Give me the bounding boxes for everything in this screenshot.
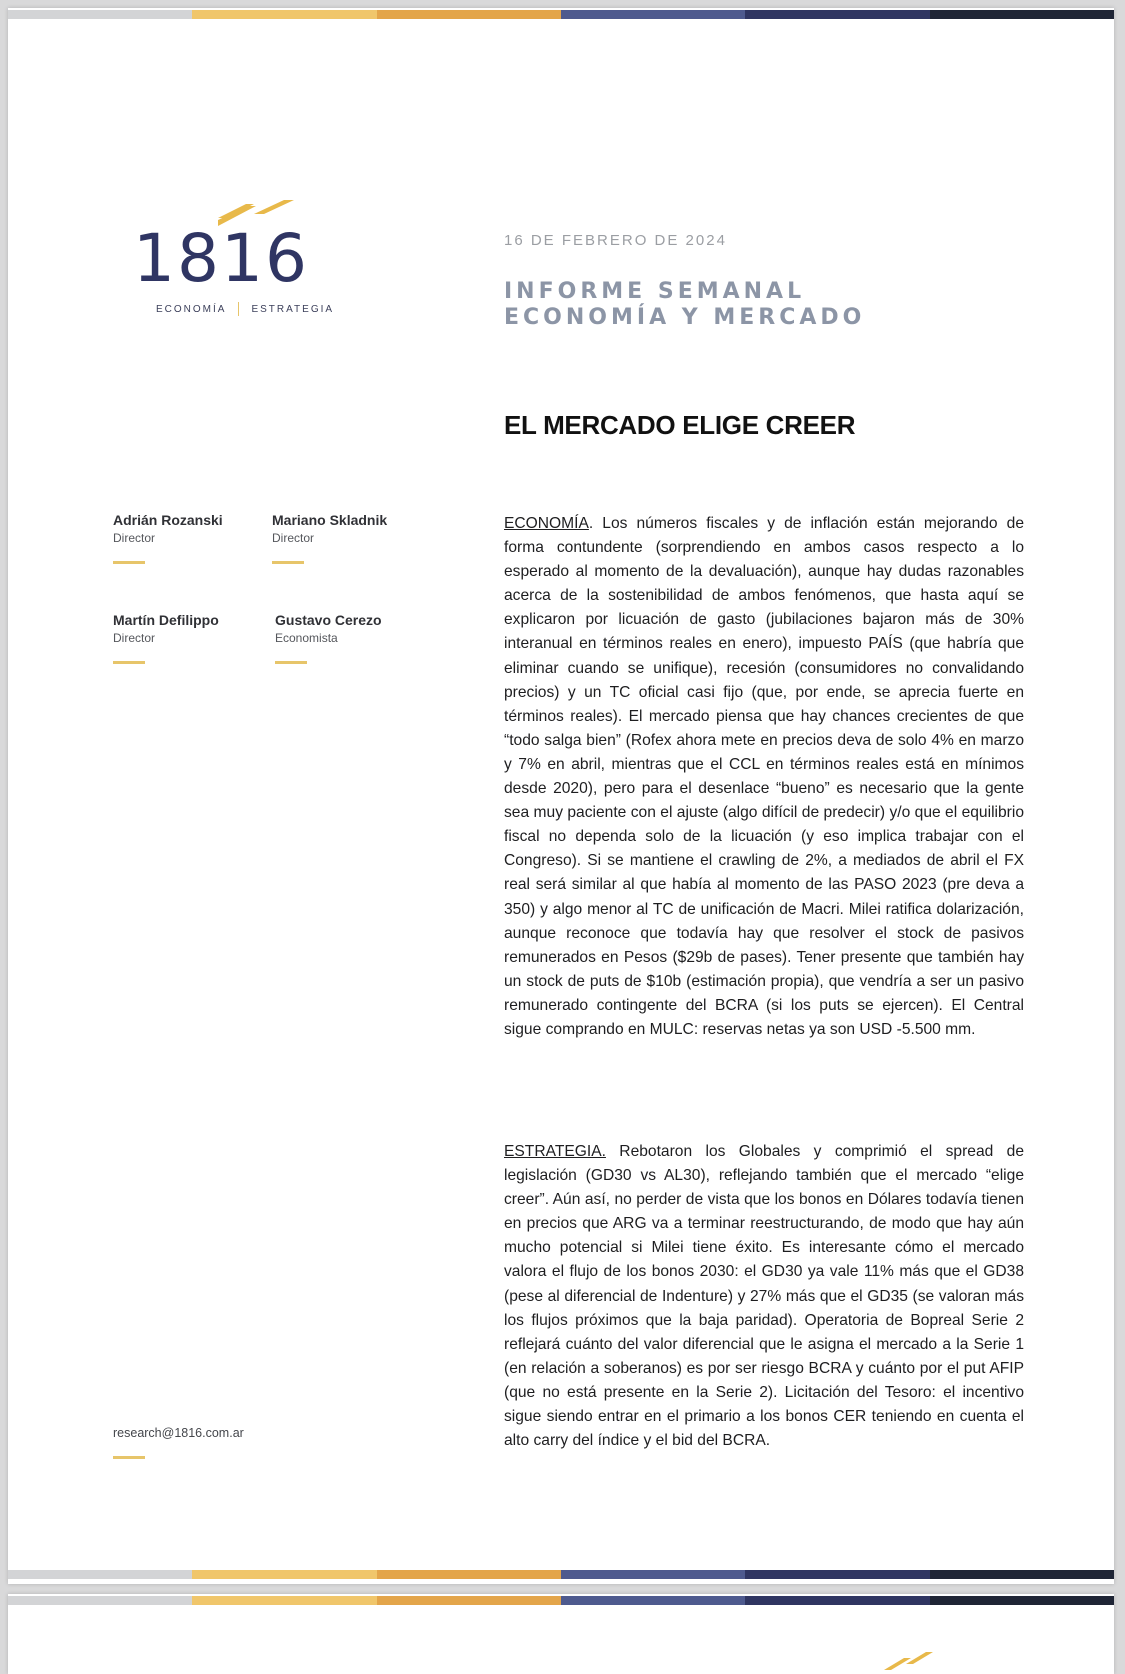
section-estrategia — [504, 1140, 1024, 1453]
section-text-estrategia: Rebotaron los Globales y comprimió el spread de legislación (GD30 vs AL30), reflejando también que el mercado “elige creer”. Aún así, no perder de vista que los bonos en Dólares todavía tienen en precios que ARG va a terminar reestructurando, de modo que hay aún mucho potencial si Milei tiene éxito. Es interesante cómo el mercado valora el flujo de los bonos 2030: el GD30 ya vale 11% más que el GD38 (pese al diferencial de Indenture) y 27% más que el GD35 (se valoran más los flujos próximos que la baja paridad). Operatoria de Bopreal Serie 2 reflejará cuánto del valor diferencial que le asigna el mercado a la Serie 1 (en relación a soberanos) es por ser riesgo BCRA y cuánto por el put AFIP (que no está presente en la Serie 2). Licitación del Tesoro: el incentivo sigue siendo entrar en el primario a los bonos CER teniendo en cuenta el alto carry del índice y el bid del BCRA. — [504, 1143, 1024, 1450]
report-title — [504, 279, 865, 331]
contact-block — [113, 1426, 244, 1459]
report-title-line-1: INFORME SEMANAL — [504, 279, 806, 304]
logo-tagline — [156, 302, 334, 316]
document-page-2 — [8, 1594, 1114, 1674]
gold-dash-divider — [113, 1456, 145, 1459]
report-date: 16 DE FEBRERO DE 2024 — [504, 232, 727, 249]
company-logo — [133, 196, 353, 336]
member-name: Gustavo Cerezo — [275, 612, 382, 628]
logo-slash-marks-icon — [884, 1650, 944, 1674]
contact-email-link[interactable]: research@1816.com.ar — [113, 1426, 244, 1440]
gold-dash-divider — [113, 661, 145, 664]
logo-wordmark: 1816 — [133, 220, 309, 297]
team-member — [113, 512, 273, 564]
top-color-stripe — [8, 10, 1114, 19]
logo-tagline-estrategia: ESTRATEGIA — [251, 303, 335, 315]
headline: EL MERCADO ELIGE CREER — [504, 410, 856, 440]
section-economia — [504, 512, 1024, 1042]
top-color-stripe — [8, 1596, 1114, 1605]
report-title-line-2: ECONOMÍA Y MERCADO — [504, 305, 866, 330]
gold-dash-divider — [275, 661, 307, 664]
team-member — [275, 612, 435, 664]
section-label-estrategia: ESTRATEGIA. — [504, 1143, 606, 1160]
member-role: Director — [272, 531, 315, 545]
gold-dash-divider — [272, 561, 304, 564]
member-role: Economista — [275, 631, 338, 645]
document-page-1 — [8, 8, 1114, 1584]
logo-tagline-economia: ECONOMÍA — [156, 303, 227, 315]
team-member — [272, 512, 432, 564]
member-name: Martín Defilippo — [113, 612, 219, 628]
section-text-economia: . Los números fiscales y de inflación están mejorando de forma contundente (sorprendiendo en ambos casos respecto a lo esperado al momento de la devaluación), aunque hay dudas razonables acerca de la sostenibilidad de ambos fenómenos, que hasta aquí se explicaron por licuación de gasto (jubilaciones bajaron más de 30% interanual en términos reales en enero), impuesto PAÍS (que habría que eliminar cuando se unifique), recesión (consumidores no convalidando precios) y un TC oficial casi fijo (que, por ende, se aprecia fuerte en términos reales). El mercado piensa que hay chances crecientes de que “todo salga bien” (Rofex ahora mete en precios deva de solo 4% en marzo y 7% en abril, mientras que el CCL en términos reales está en mínimos desde 2020), pero para el desenlace “bueno” es necesario que la gente sea muy paciente con el ajuste (algo difícil de predecir) y/o que el equilibrio fiscal no dependa solo de la licuación (y eso implica trabajar con el Congreso). Si se mantiene el crawling de 2%, a mediados de abril el FX real será similar al que había al momento de las PASO 2023 (pre deva a 350) y algo menor al TC de unificación de Macri. Milei ratifica dolarización, aunque reconoce que todavía hay que resolver el stock de pasivos remunerados en Pesos ($29b de pases). Tener presente que también hay un stock de puts de $10b (estimación propia), que vendría a ser un pasivo remunerado contingente del BCRA (si los puts se ejercen). El Central sigue comprando en MULC: reservas netas ya son USD -5.500 mm. — [504, 515, 1024, 1038]
team-member — [113, 612, 273, 664]
section-label-economia: ECONOMÍA — [504, 515, 589, 532]
logo-tagline-divider — [238, 302, 239, 316]
member-role: Director — [113, 631, 156, 645]
member-name: Adrián Rozanski — [113, 512, 223, 528]
bottom-color-stripe — [8, 1570, 1114, 1579]
member-name: Mariano Skladnik — [272, 512, 388, 528]
gold-dash-divider — [113, 561, 145, 564]
member-role: Director — [113, 531, 156, 545]
